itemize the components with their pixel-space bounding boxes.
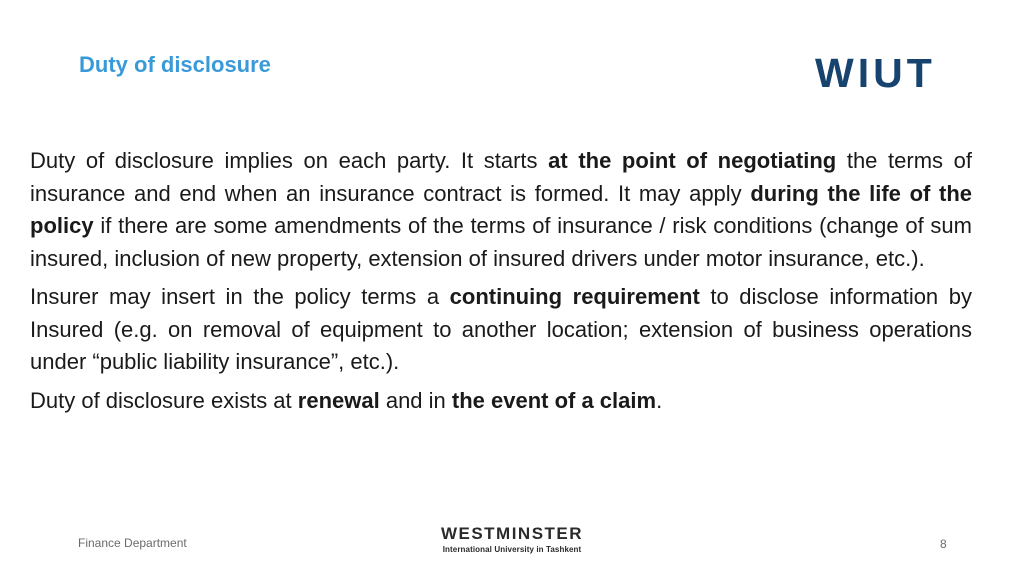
westminster-logo-sub: International University in Tashkent bbox=[442, 545, 582, 554]
text-run: and in bbox=[379, 387, 452, 413]
text-run: Duty of disclosure exists at bbox=[30, 387, 298, 413]
bold-run: the event of a claim bbox=[451, 387, 657, 413]
bold-run: renewal bbox=[297, 387, 380, 413]
text-run: . bbox=[656, 387, 663, 413]
text-run: Insurer may insert in the policy terms a bbox=[30, 284, 450, 309]
slide-title: Duty of disclosure bbox=[79, 52, 271, 77]
footer-department: Finance Department bbox=[78, 536, 187, 550]
paragraph-1 bbox=[30, 145, 972, 275]
bold-run: at the point of negotiating bbox=[548, 148, 837, 173]
text-run: Duty of disclosure implies on each party. It starts bbox=[30, 148, 549, 173]
westminster-logo bbox=[432, 524, 592, 556]
text-run: to disclose information by Insured (e.g. on removal of equipment to another location; extension of business operations under “public liability insurance”, etc.). bbox=[30, 284, 972, 374]
text-run: the terms of insurance and end when an insurance contract is formed. It may apply bbox=[30, 148, 972, 206]
wiut-logo: WIUT bbox=[815, 50, 936, 96]
page-number: 8 bbox=[940, 537, 947, 551]
bold-run: during the life of the policy bbox=[30, 180, 972, 238]
paragraph-3 bbox=[30, 385, 972, 418]
paragraph-2 bbox=[30, 281, 972, 379]
westminster-logo-main: WESTMINSTER bbox=[440, 524, 584, 543]
bold-run: continuing requirement bbox=[449, 284, 700, 309]
slide-body bbox=[30, 145, 972, 417]
text-run: if there are some amendments of the terms of insurance / risk conditions (change of sum insured, inclusion of new property, extension of insured drivers under motor insurance, etc.). bbox=[30, 213, 972, 271]
